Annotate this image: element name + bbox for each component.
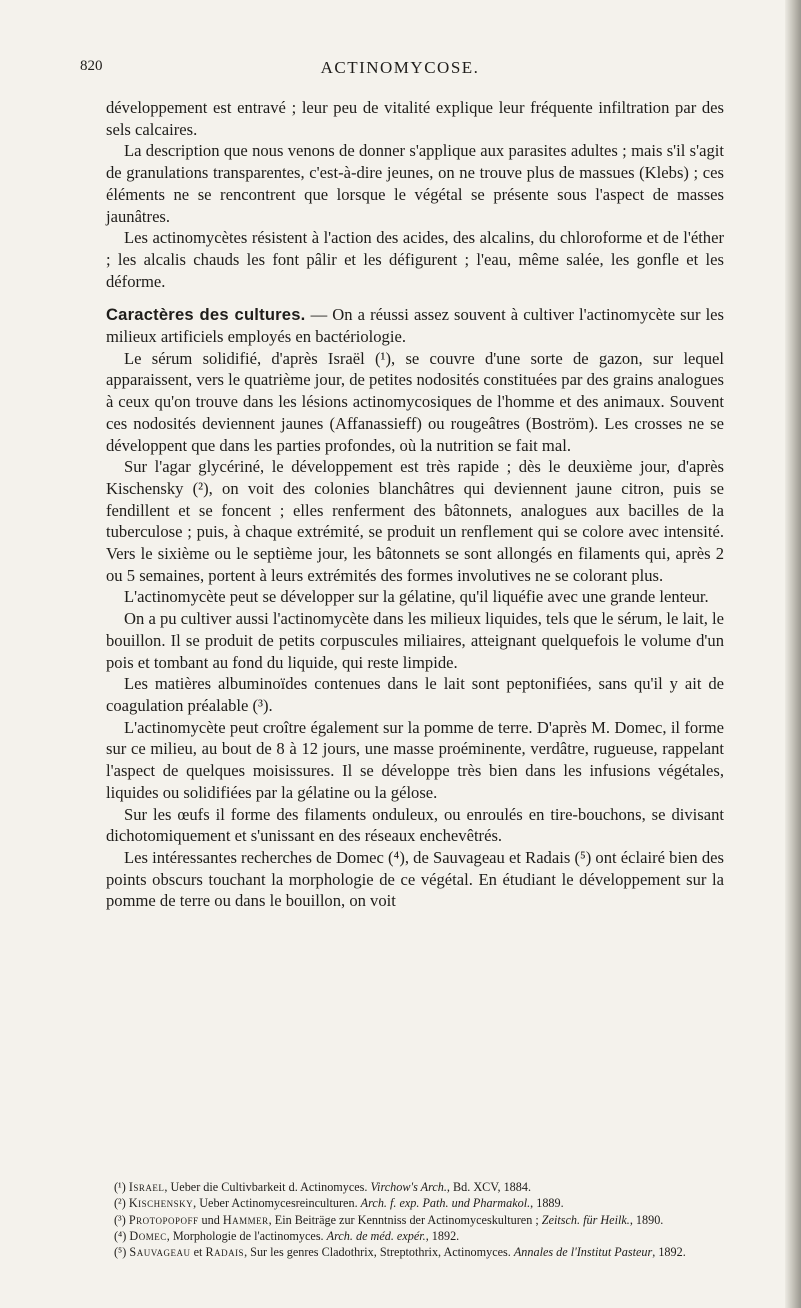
footnote-4-mark: (⁴) [114,1228,130,1243]
paragraph-7: L'actinomycète peut se développer sur la gélatine, qu'il liquéfie avec une grande lenteur. [124,587,709,607]
paragraph-10: L'actinomycète peut croître également sur la pomme de terre. D'après M. Domec, il forme sur ce milieu, au bout de 8 à 12 jours, une masse proéminente, verdâtre, rugueuse, rappelant l'aspect de quelques moisissures. Il se développe très bien dans les infusions végétales, liquides ou solidifiées par la gélatine ou la gélose. [106,717,724,802]
footnote-2-title: , Ueber Actinomycesreinculturen. [193,1196,361,1211]
page-edge-shadow [785,0,801,1308]
footnote-1-mark: (¹) [114,1180,129,1194]
footnote-2-rest: , 1889. [530,1196,564,1211]
footnote-4-rest: , 1892. [425,1228,460,1243]
footnote-3-rest: , 1890. [629,1212,664,1227]
footnote-5 [106,1244,724,1260]
footnote-2-mark: (²) [114,1196,129,1211]
footnote-4-journal: Arch. de méd. expér. [326,1228,426,1243]
footnote-3-author-2: Hammer [222,1212,269,1227]
footnote-1-author: Israel [128,1180,165,1194]
paragraph-5: Le sérum solidifié, d'après Israël (¹), se couvre d'une sorte de gazon, sur lequel apparaissent, vers le quatrième jour, de petites nodosités constituées par des grains analogues à ceux qu'on trouve dans les lésions actinomycosiques de l'homme et des animaux. Souvent ces nodosités deviennent jaunes (Affanassieff) ou rougeâtres (Boström). Les crosses ne se développent que dans les parties profondes, où la nutrition se fait mal. [106,348,724,455]
footnote-4 [106,1228,724,1244]
paragraph-4 [106,304,724,347]
footnote-3-and: und [198,1212,223,1227]
paragraph-11: Sur les œufs il forme des filaments onduleux, ou enroulés en tire-bouchons, se divisant dichotomiquement et s'unissant en des réseaux enchevêtrés. [106,804,724,846]
footnote-5-mark: (⁵) [114,1245,130,1260]
paragraph-6: Sur l'agar glycériné, le développement est très rapide ; dès le deuxième jour, d'après Kischensky (²), on voit des colonies blanchâtres qui deviennent jaune citron, puis se fendillent et se foncent ; elles renferment des bâtonnets, analogues aux bacilles de la tuberculose ; puis, à chaque extrémité, se produit un renflement qui se colore avec intensité. Vers le sixième ou le septième jour, les bâtonnets se sont allongés en filaments qui, après 2 ou 5 semaines, portent à leurs extrémités des formes involutives ne se colorant plus. [106,457,724,585]
paragraph-1: développement est entravé ; leur peu de vitalité explique leur fréquente infiltration par des sels calcaires. [106,98,724,139]
footnote-5-title: , Sur les genres Cladothrix, Streptothrix, Actinomyces. [244,1245,514,1260]
paragraph-8: On a pu cultiver aussi l'actinomycète dans les milieux liquides, tels que le sérum, le lait, le bouillon. Il se produit de petits corpuscules miliaires, atteignant quelquefois le volume d'un pois et tombant au fond du liquide, qui reste limpide. [106,609,724,672]
paragraph-2: La description que nous venons de donner s'applique aux parasites adultes ; mais s'il s'agit de granulations transparentes, c'est-à-dire jeunes, on ne trouve plus de massues (Klebs) ; ces éléments ne se rencontrent que lorsque le végétal se présente sous l'aspect de masses jaunâtres. [106,141,724,226]
footnote-1-title: , Ueber die Cultivbarkeit d. Actinomyces. [164,1180,371,1194]
footnote-4-author: Domec [129,1228,167,1243]
footnotes [106,1179,724,1260]
footnote-5-rest: , 1892. [652,1245,686,1260]
paragraph-9: Les matières albuminoïdes contenues dans le lait sont peptonifiées, sans qu'il y ait de coagulation préalable (³). [106,674,724,715]
footnote-5-author-2: Radais [205,1245,245,1260]
footnote-5-journal: Annales de l'Institut Pasteur [513,1245,653,1260]
section-title: Caractères des cultures. [106,305,306,325]
footnote-3-title: , Ein Beiträge zur Kenntniss der Actinomyceskulturen ; [268,1212,542,1227]
page-header [80,58,720,82]
footnote-1-rest: , Bd. XCV, 1884. [446,1180,532,1194]
footnote-2-author: Kischensky [128,1196,194,1211]
footnote-2-journal: Arch. f. exp. Path. und Pharmakol. [360,1196,531,1211]
footnote-3-journal: Zeitsch. für Heilk. [541,1212,630,1227]
footnote-4-title: , Morphologie de l'actinomyces. [166,1228,327,1243]
footnote-5-author-1: Sauvageau [129,1245,191,1260]
footnote-3 [106,1212,724,1228]
page-number: 820 [80,58,103,74]
footnote-5-and: et [190,1245,206,1260]
paragraph-3: Les actinomycètes résistent à l'action des acides, des alcalins, du chloroforme et de l'éther ; les alcalis chauds les font pâlir et les défigurent ; l'eau, même salée, les gonfle et les déforme. [106,228,724,291]
footnote-1-journal: Virchow's Arch. [370,1180,447,1194]
footnote-3-author-1: Protopopoff [128,1212,199,1227]
footnote-3-mark: (³) [114,1212,129,1227]
footnote-1 [106,1179,724,1195]
paragraph-12: Les intéressantes recherches de Domec (⁴), de Sauvageau et Radais (⁵) ont éclairé bien des points obscurs touchant la morphologie de ce végétal. En étudiant le développement sur la pomme de terre ou dans le bouillon, on voit [106,847,724,911]
running-title: ACTINOMYCOSE. [320,58,480,77]
footnote-2 [106,1195,724,1211]
paragraph-4-text: — On a réussi assez souvent à cultiver l'actinomycète sur les milieux artificiels employés en bactériologie. [106,305,724,347]
main-text [106,97,724,912]
